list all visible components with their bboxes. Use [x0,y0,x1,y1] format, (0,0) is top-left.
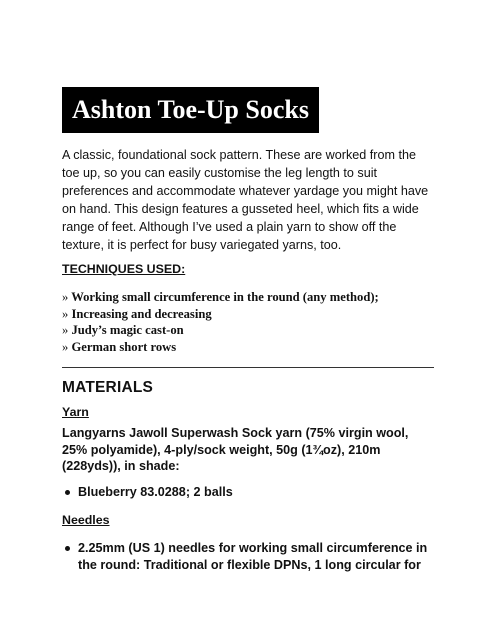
techniques-list [62,289,379,355]
yarn-description: Langyarns Jawoll Superwash Sock yarn (75% virgin wool, 25% polyamide), 4-ply/sock weight, 50g (1¾oz), 210m (228yds)), in shade: [62,426,409,473]
technique-label: Working small circumference in the round (any method); [71,290,379,304]
technique-marker: » [62,339,69,354]
yarn-heading: Yarn [62,405,89,419]
list-item [62,484,434,501]
yarn-shade-list [62,484,434,501]
technique-item [62,306,379,323]
needles-heading: Needles [62,513,110,527]
needles-list [62,540,434,573]
technique-label: German short rows [71,339,177,354]
techniques-heading: TECHNIQUES USED: [62,262,186,276]
intro-paragraph: A classic, foundational sock pattern. These are worked from the toe up, so you can easily customise the leg length to suit preferences and accommodate whatever yardage you might have on hand. This design features a gusseted heel, which fits a wide range of feet. Although I’ve used a plain yarn to show off the texture, it is perfect for busy variegated yarns, too. [62,148,429,252]
technique-label: Increasing and decreasing [71,306,212,321]
technique-marker: » [62,306,69,321]
list-item [62,540,434,573]
technique-item [62,289,379,306]
bullet-icon [65,490,70,495]
materials-heading: MATERIALS [62,379,154,396]
section-divider [62,367,434,368]
technique-label: Judy’s magic cast-on [71,323,184,337]
pattern-title: Ashton Toe-Up Socks [62,87,319,133]
shade-label: Blueberry 83.0288; 2 balls [78,485,233,499]
technique-item [62,322,379,339]
technique-item [62,339,379,356]
needle-label: 2.25mm (US 1) needles for working small circumference in the round: Traditional or flexible DPNs, 1 long circular for [78,541,428,572]
technique-marker: » [62,290,69,304]
bullet-icon [65,546,70,551]
technique-marker: » [62,323,69,337]
